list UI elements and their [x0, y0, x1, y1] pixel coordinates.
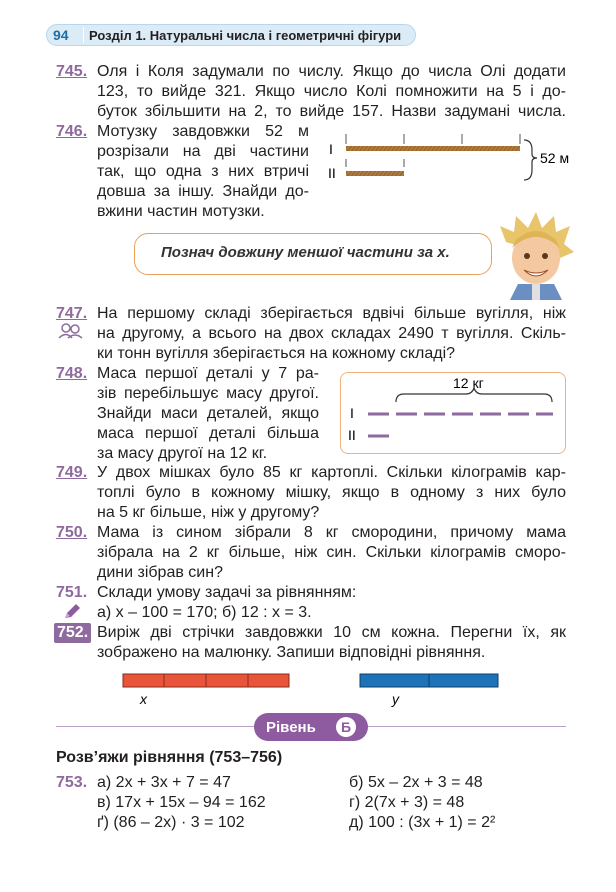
text-line: дини зібрав син? [97, 564, 223, 581]
brace-icon [524, 140, 537, 180]
equation: а) 2x + 3x + 7 = 47 [97, 774, 231, 791]
boy-avatar-illustration [496, 212, 576, 300]
text-line: так, що одна з них втричі [97, 163, 309, 180]
text-line: топлі було в кожному мішку, якщо в одному з них було [97, 484, 566, 501]
equation: б) 5x – 2x + 3 = 48 [349, 774, 483, 791]
strip-y [360, 674, 498, 687]
header-divider [83, 27, 84, 43]
problem-number-753: 753. [56, 774, 88, 791]
problem-number-748: 748. [56, 365, 88, 382]
problem-748-text [97, 364, 319, 464]
text-line: на 5 кг більше, ніж у другому? [97, 504, 320, 521]
text-line: вжини частин мотузки. [97, 203, 265, 220]
problem-752-text [97, 623, 566, 663]
text-line: маса першої деталі більша [97, 425, 319, 442]
problem-746-text [97, 122, 309, 222]
problem-751-text [97, 583, 566, 623]
equations-left-column [97, 773, 266, 833]
text-line: зів перебільшує масу другої. [97, 385, 319, 402]
equation: ґ) (86 – 2x) · 3 = 102 [97, 814, 245, 831]
text-line: а) x – 100 = 170; б) 12 : x = 3. [97, 604, 312, 621]
level-badge [254, 713, 368, 741]
problem-number-745: 745. [56, 63, 88, 80]
text-line: на другому, а всього на двох складах 2490 т вугілля. Скіль- [97, 325, 566, 342]
hint-bubble [134, 233, 492, 275]
group-work-icon [58, 323, 84, 339]
equation: г) 2(7x + 3) = 48 [349, 794, 465, 811]
text-line: На першому складі зберігається вдвічі більше вугілля, ніж [97, 305, 566, 322]
text-line: Мотузку завдовжки 52 м [97, 123, 309, 140]
problem-number-752: 752. [54, 623, 91, 643]
rope-label-1: I [329, 141, 333, 157]
text-line: за масу другої на 12 кг. [97, 445, 268, 462]
pencil-icon [62, 603, 82, 621]
text-line: довша за іншу. Знайди до- [97, 183, 309, 200]
level-label: Рівень [266, 719, 316, 736]
rope-total-label: 52 м [540, 150, 570, 166]
level-letter: Б [336, 717, 356, 737]
problem-number-749: 749. [56, 464, 88, 481]
text-line: зібрала на 2 кг більше, ніж син. Скільки кілограмів сморо- [97, 544, 566, 561]
text-line: розрізали на дві частини [97, 143, 309, 160]
rope-label-2: II [328, 165, 336, 181]
text-line: Маса першої деталі у 7 ра- [97, 365, 319, 382]
strip-x-label: x [140, 691, 147, 707]
problem-number-746: 746. [56, 123, 88, 140]
text-line: Оля і Коля задумали по числу. Якщо до числа Олі додати [97, 63, 566, 80]
rope-diagram [326, 128, 576, 184]
text-line: 123, то вийде 321. Якщо число Колі помножити на 5 і до- [97, 83, 566, 100]
text-line: У двох мішках було 85 кг картоплі. Скільки кілограмів кар- [97, 464, 566, 481]
problem-750-text [97, 523, 566, 583]
problem-number-747: 747. [56, 305, 88, 322]
strip-y-label: y [392, 691, 399, 707]
section-title: Розв’яжи рівняння (753–756) [56, 749, 283, 766]
hint-text: Познач довжину меншої частини за x. [161, 244, 450, 261]
segment-label-1: I [350, 405, 354, 421]
page-header [46, 24, 416, 46]
mass-diagram [340, 372, 566, 454]
equation: в) 17x + 15x – 94 = 162 [97, 794, 266, 811]
strips-illustration [122, 672, 502, 708]
chapter-title: Розділ 1. Натуральні числа і геометричні фігури [89, 28, 402, 43]
problem-747-text [97, 304, 566, 364]
text-line: буток збільшити на 2, то вийде 157. Назви задумані числа. [97, 103, 566, 120]
text-line: Знайди маси деталей, якщо [97, 405, 319, 422]
text-line: ки тонн вугілля зберігається на кожному складі? [97, 345, 456, 362]
text-line: Склади умову задачі за рівнянням: [97, 584, 357, 601]
equations-right-column [349, 773, 495, 833]
text-line: зображено на малюнку. Запиши відповідні рівняння. [97, 644, 486, 661]
problem-749-text [97, 463, 566, 523]
problem-745-text [97, 62, 566, 122]
segment-label-2: II [348, 427, 356, 443]
equation: д) 100 : (3x + 1) = 2² [349, 814, 496, 831]
text-line: Мама із сином зібрали 8 кг смородини, причому мама [97, 524, 566, 541]
problem-number-751: 751. [56, 584, 88, 601]
problem-number-750: 750. [56, 524, 88, 541]
page-number: 94 [53, 27, 69, 43]
diff-label: 12 кг [453, 375, 484, 391]
strip-x [123, 674, 289, 687]
text-line: Виріж дві стрічки завдовжки 10 см кожна. Перегни їх, як [97, 624, 566, 641]
